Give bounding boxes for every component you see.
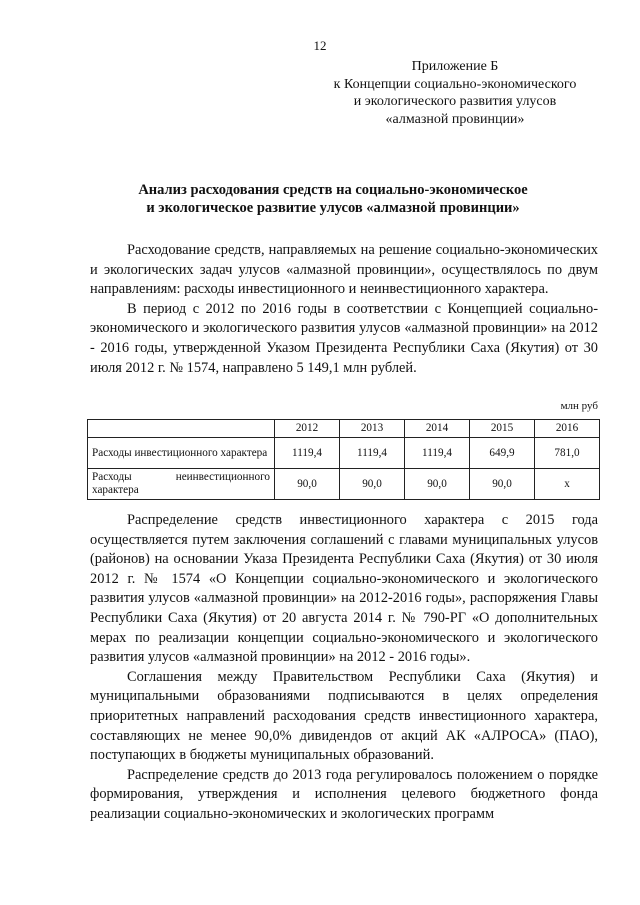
- paragraph: Распределение средств до 2013 года регулировалось положением о порядке формирования, утверждения и исполнения целевого бюджетного фонда реализации социально-экономических и экологических программ: [90, 766, 598, 822]
- table-unit-label: млн руб: [560, 400, 598, 412]
- paragraph: Соглашения между Правительством Республики Саха (Якутия) и муниципальными образованиями подписываются в целях определения приоритетных направлений расходования средств инвестиционного характера, составляющих не менее 90,0% дивидендов от акций АК «АЛРОСА» (ПАО), поступающих в бюджеты муниципальных образований.: [90, 668, 598, 764]
- table-header-cell: 2012: [275, 420, 340, 438]
- appendix-line: к Концепции социально-экономического: [333, 76, 577, 92]
- table-header-cell: 2014: [405, 420, 470, 438]
- appendix-caption: [300, 58, 610, 128]
- table-cell: 1119,4: [275, 438, 340, 469]
- table-row: [88, 469, 600, 500]
- table-cell: 1119,4: [340, 438, 405, 469]
- appendix-line: «алмазной провинции»: [385, 111, 525, 127]
- expenses-table: [87, 419, 600, 500]
- table-header-cell: 2015: [470, 420, 535, 438]
- document-heading: [60, 181, 606, 217]
- table-cell: 90,0: [405, 469, 470, 500]
- table-cell: 90,0: [340, 469, 405, 500]
- table-cell: 1119,4: [405, 438, 470, 469]
- body-text-bottom: [90, 511, 598, 825]
- paragraph: Расходование средств, направляемых на решение социально-экономических и экологических задач улусов «алмазной провинции», осуществлялось по двум направлениям: расходы инвестиционного и неинвестиционного характера.: [90, 242, 598, 298]
- page-number: 12: [313, 38, 327, 53]
- table-header-row: [88, 420, 600, 438]
- table-row: [88, 438, 600, 469]
- body-text-top: [90, 241, 598, 378]
- paragraph: В период с 2012 по 2016 годы в соответствии с Концепцией социально-экономического и экологического развития улусов «алмазной провинции» на 2012 - 2016 годы, утвержденной Указом Президента Республики Саха (Якутия) от 30 июля 2012 г. № 1574, направлено 5 149,1 млн рублей.: [90, 300, 598, 376]
- table-cell: 90,0: [470, 469, 535, 500]
- table-header-cell: 2016: [535, 420, 600, 438]
- table-header-cell: [88, 420, 275, 438]
- row-label: Расходы неинвестиционного характера: [88, 469, 275, 500]
- heading-line: Анализ расходования средств на социально-экономическое: [138, 182, 528, 198]
- table-header-cell: 2013: [340, 420, 405, 438]
- row-label: Расходы инвестиционного характера: [88, 438, 275, 469]
- table-cell: 649,9: [470, 438, 535, 469]
- table-cell: 781,0: [535, 438, 600, 469]
- appendix-line: и экологического развития улусов: [353, 94, 557, 109]
- table-cell: х: [535, 469, 600, 500]
- table-cell: 90,0: [275, 469, 340, 500]
- heading-line: и экологическое развитие улусов «алмазной провинции»: [146, 200, 520, 216]
- paragraph: Распределение средств инвестиционного характера с 2015 года осуществляется путем заключения соглашений с главами муниципальных улусов (районов) на основании Указа Президента Республики Саха (Якутия) от 30 июля 2012 г. № 1574 «О Концепции социально-экономического и экологического развития улусов «алмазной провинции» на 2012-2016 годы», распоряжения Главы Республики Саха (Якутия) от 20 августа 2014 г. № 790-РГ «О дополнительных мерах по реализации концепции социально-экономического и экологического развития улусов «алмазной провинции» на 2012 - 2016 годы».: [90, 512, 598, 666]
- appendix-line: Приложение Б: [411, 59, 499, 74]
